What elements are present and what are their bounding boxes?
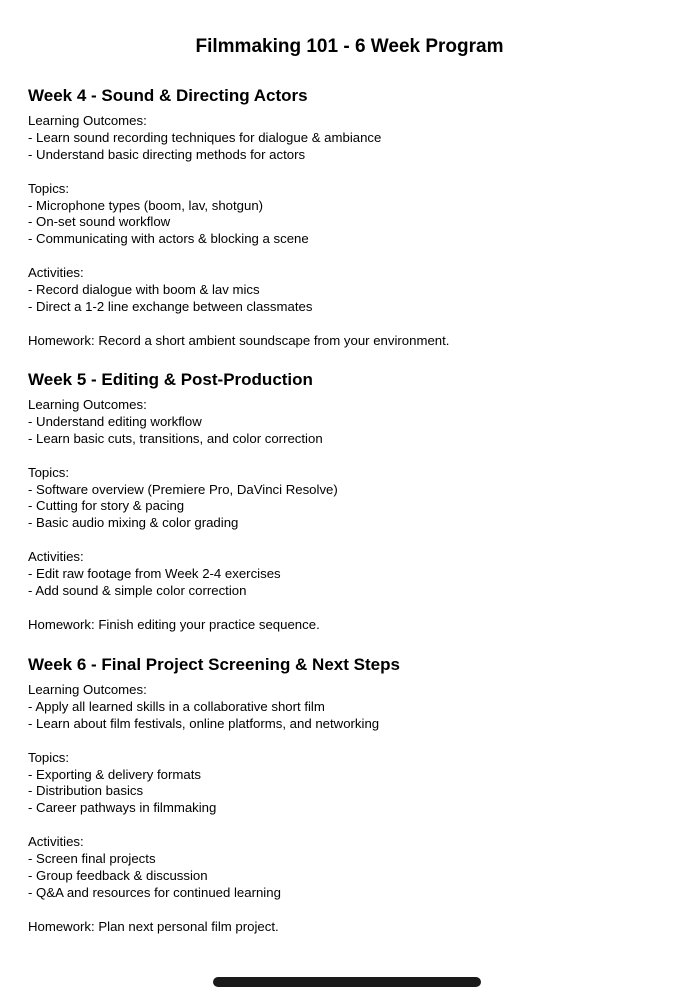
activity-item: - Add sound & simple color correction xyxy=(28,582,247,598)
week-heading: Week 6 - Final Project Screening & Next Steps xyxy=(28,655,400,674)
outcome-item: - Understand editing workflow xyxy=(28,413,202,429)
homework: Homework: Record a short ambient soundscape from your environment. xyxy=(28,332,450,348)
activity-item: - Direct a 1-2 line exchange between classmates xyxy=(28,298,313,314)
homework: Homework: Plan next personal film project. xyxy=(28,918,279,934)
week-5-section xyxy=(28,369,678,634)
topic-item: - Cutting for story & pacing xyxy=(28,498,185,514)
home-indicator-bar[interactable] xyxy=(213,977,481,987)
topic-item: - Career pathways in filmmaking xyxy=(28,800,217,816)
topic-item: - On-set sound workflow xyxy=(28,214,171,230)
topic-item: - Microphone types (boom, lav, shotgun) xyxy=(28,197,264,213)
outcome-item: - Understand basic directing methods for actors xyxy=(28,146,306,162)
topic-item: - Communicating with actors & blocking a scene xyxy=(28,231,309,247)
outcome-item: - Learn basic cuts, transitions, and color correction xyxy=(28,430,323,446)
activities-label: Activities: xyxy=(28,834,84,850)
outcomes-label: Learning Outcomes: xyxy=(28,397,147,412)
outcomes-label: Learning Outcomes: xyxy=(28,113,147,128)
outcomes-label: Learning Outcomes: xyxy=(28,682,147,697)
activity-item: - Record dialogue with boom & lav mics xyxy=(28,282,260,298)
topic-item: - Exporting & delivery formats xyxy=(28,766,201,782)
activity-item: - Edit raw footage from Week 2-4 exercises xyxy=(28,566,281,582)
topics-label: Topics: xyxy=(28,749,70,765)
outcome-item: - Apply all learned skills in a collaborative short film xyxy=(28,698,325,714)
activity-item: - Screen final projects xyxy=(28,851,156,867)
activities-label: Activities: xyxy=(28,265,84,281)
topics-label: Topics: xyxy=(28,180,70,196)
topic-item: - Software overview (Premiere Pro, DaVinci Resolve) xyxy=(28,481,338,497)
activity-item: - Group feedback & discussion xyxy=(28,867,208,883)
week-heading: Week 5 - Editing & Post-Production xyxy=(28,370,313,389)
outcome-item: - Learn about film festivals, online platforms, and networking xyxy=(28,715,380,731)
week-6-section xyxy=(28,654,678,936)
week-4-section xyxy=(28,85,678,350)
week-heading: Week 4 - Sound & Directing Actors xyxy=(28,86,308,105)
page-title: Filmmaking 101 - 6 Week Program xyxy=(195,36,504,57)
activity-item: - Q&A and resources for continued learning xyxy=(28,884,281,900)
topic-item: - Distribution basics xyxy=(28,783,144,799)
topic-item: - Basic audio mixing & color grading xyxy=(28,515,239,531)
activities-label: Activities: xyxy=(28,549,84,565)
outcome-item: - Learn sound recording techniques for dialogue & ambiance xyxy=(28,129,382,145)
topics-label: Topics: xyxy=(28,464,70,480)
homework: Homework: Finish editing your practice sequence. xyxy=(28,616,320,632)
